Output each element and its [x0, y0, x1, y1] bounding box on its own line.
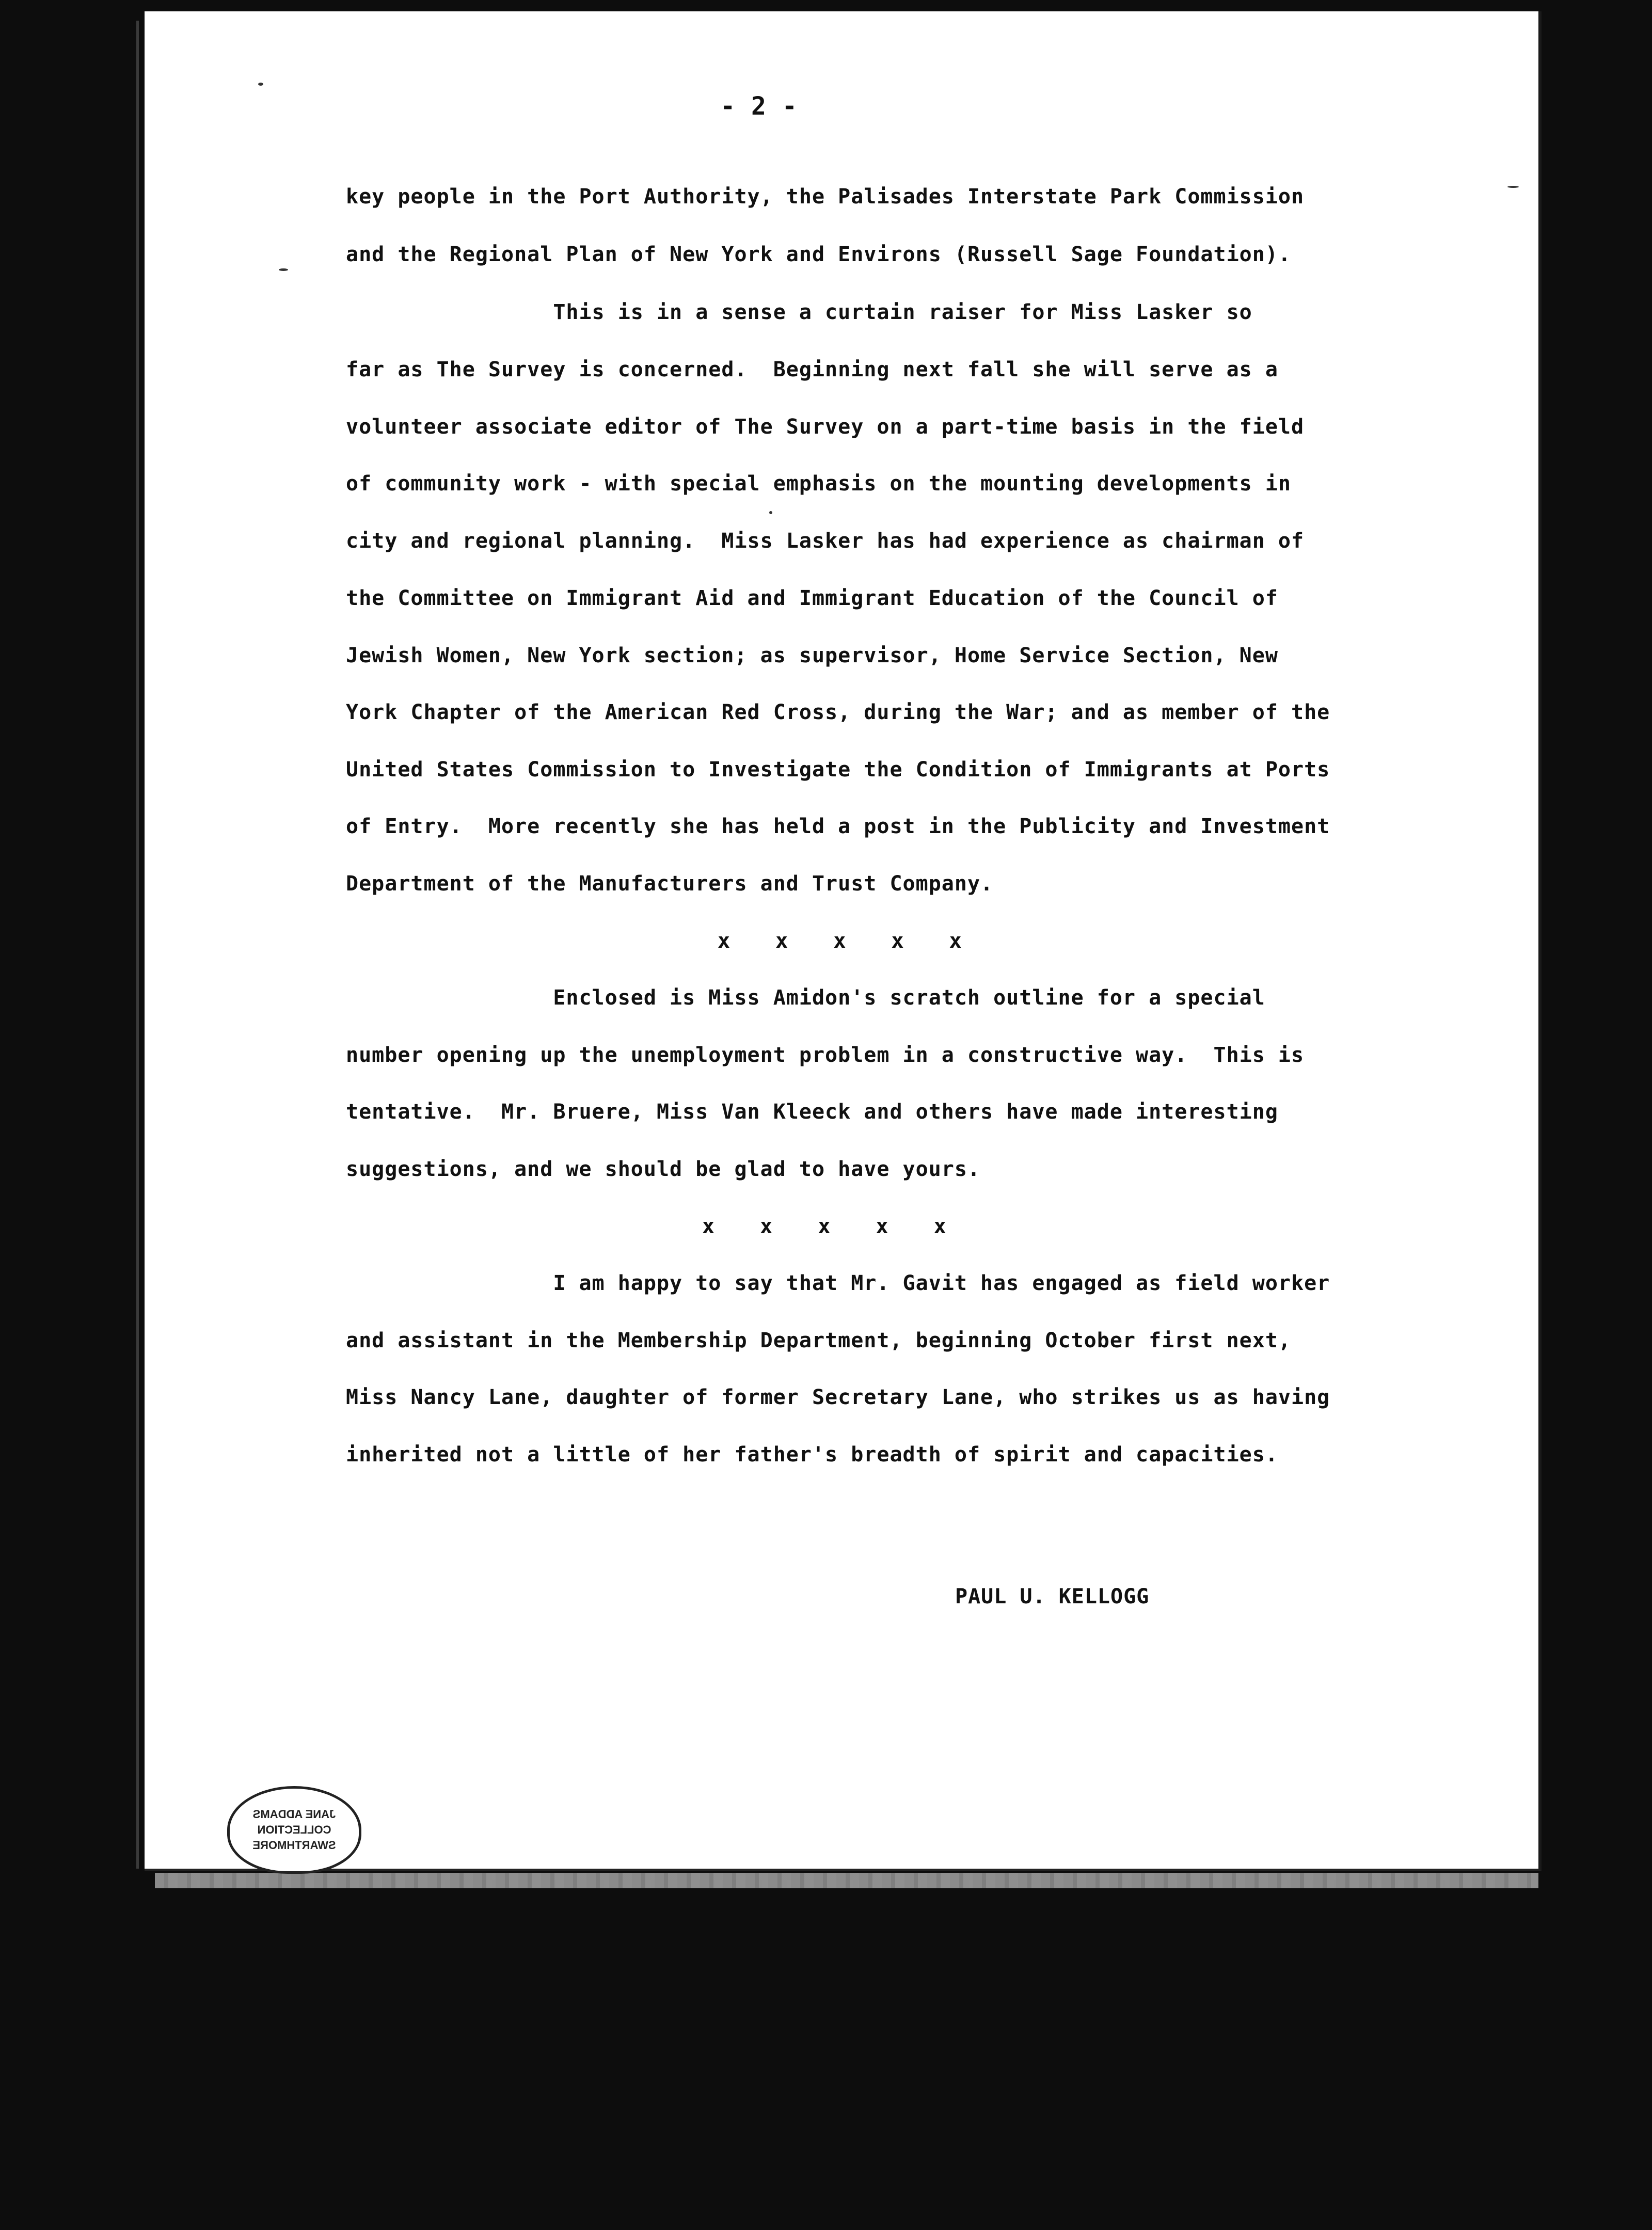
body-line: city and regional planning. Miss Lasker has had experience as chairman of	[346, 529, 1305, 553]
scan-speck	[258, 83, 263, 86]
body-line: Enclosed is Miss Amidon's scratch outline for a special	[346, 986, 1265, 1010]
body-line: key people in the Port Authority, the Palisades Interstate Park Commission	[346, 185, 1305, 209]
body-line: and the Regional Plan of New York and Environs (Russell Sage Foundation).	[346, 243, 1291, 266]
body-line: tentative. Mr. Bruere, Miss Van Kleeck and others have made interesting	[346, 1100, 1278, 1124]
stamp-line: JANE ADDAMS	[252, 1808, 336, 1821]
body-line: Miss Nancy Lane, daughter of former Secretary Lane, who strikes us as having	[346, 1385, 1330, 1409]
body-line: the Committee on Immigrant Aid and Immigrant Education of the Council of	[346, 586, 1278, 610]
signature: PAUL U. KELLOGG	[955, 1585, 1150, 1608]
stamp-line: COLLECTION	[257, 1823, 331, 1837]
section-separator: x x x x x	[702, 1215, 963, 1238]
body-line: York Chapter of the American Red Cross, during the War; and as member of the	[346, 700, 1330, 724]
body-line: Jewish Women, New York section; as supervisor, Home Service Section, New	[346, 644, 1278, 667]
body-line: United States Commission to Investigate the Condition of Immigrants at Ports	[346, 758, 1330, 782]
body-line: and assistant in the Membership Department, beginning October first next,	[346, 1329, 1291, 1352]
page-left-edge	[136, 21, 139, 1869]
body-line: number opening up the unemployment problem in a constructive way. This is	[346, 1043, 1305, 1067]
section-separator: x x x x x	[718, 929, 978, 953]
archive-stamp	[227, 1786, 361, 1874]
body-line: inherited not a little of her father's breadth of spirit and capacities.	[346, 1443, 1278, 1467]
scan-speck	[1507, 186, 1519, 188]
body-line: volunteer associate editor of The Survey on a part-time basis in the field	[346, 415, 1305, 439]
stamp-line: SWARTHMORE	[252, 1838, 336, 1852]
scan-background	[0, 1889, 1652, 2230]
body-line: of community work - with special emphasis on the mounting developments in	[346, 472, 1291, 496]
scan-speck	[279, 268, 288, 271]
body-line: of Entry. More recently she has held a post in the Publicity and Investment	[346, 815, 1330, 838]
body-line: I am happy to say that Mr. Gavit has engaged as field worker	[346, 1271, 1330, 1295]
body-line: Department of the Manufacturers and Trust Company.	[346, 872, 994, 896]
body-line: far as The Survey is concerned. Beginning next fall she will serve as a	[346, 358, 1278, 381]
body-line: This is in a sense a curtain raiser for Miss Lasker so	[346, 300, 1252, 324]
scan-noise-strip	[155, 1873, 1538, 1888]
body-line: suggestions, and we should be glad to have yours.	[346, 1157, 981, 1181]
page-number: - 2 -	[720, 92, 798, 121]
scan-speck	[769, 511, 772, 514]
